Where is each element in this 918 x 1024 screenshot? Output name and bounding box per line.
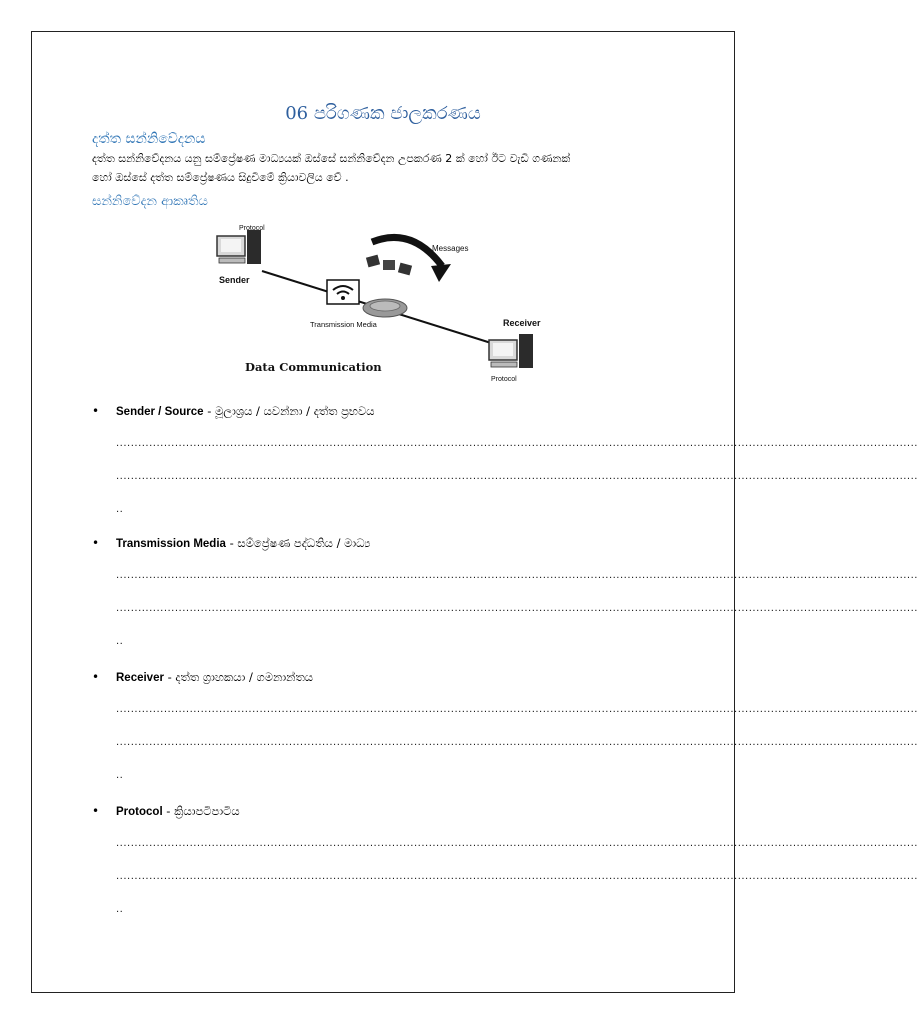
- cable-coil-icon: [363, 299, 407, 317]
- answer-line[interactable]: ..........................................................................................................................................................................................................................: [116, 570, 918, 581]
- data-communication-diagram: [207, 216, 561, 396]
- item-title: [116, 536, 370, 551]
- item-term: Protocol: [116, 806, 163, 818]
- answer-line[interactable]: ..........................................................................................................................................................................................................................: [116, 603, 918, 614]
- list-item-receiver: [92, 670, 918, 790]
- bullet: •: [92, 404, 100, 418]
- item-term: Receiver: [116, 672, 164, 684]
- answer-line[interactable]: ..........................................................................................................................................................................................................................: [116, 471, 918, 482]
- definition-paragraph: [92, 149, 692, 187]
- answer-line[interactable]: ..........................................................................................................................................................................................................................: [116, 438, 918, 449]
- list-item-transmission-media: [92, 536, 918, 656]
- item-term: Transmission Media: [116, 538, 226, 550]
- messages-label: Messages: [432, 244, 469, 253]
- answer-line[interactable]: ..........................................................................................................................................................................................................................: [116, 871, 918, 882]
- protocol-label-bottom: Protocol: [491, 376, 517, 383]
- item-translation: - දත්ත ග්‍රාහකයා / ගමනාන්තය: [163, 670, 314, 684]
- answer-line-tail: ..: [116, 904, 124, 915]
- item-translation: - මූලාශ්‍රය / යවන්නා / දත්ත ප්‍රභවය: [203, 404, 375, 418]
- section-heading-data-communication: දත්ත සන්නිවේදනය: [92, 131, 206, 147]
- answer-line-tail: ..: [116, 636, 124, 647]
- answer-line[interactable]: ..........................................................................................................................................................................................................................: [116, 838, 918, 849]
- section-heading-communication-model: සන්නිවේදන ආකෘතිය: [92, 194, 208, 209]
- page-title: 06 පරිගණක ජාලකරණය: [285, 103, 481, 124]
- protocol-label-top: Protocol: [239, 225, 265, 232]
- sender-label: Sender: [219, 275, 250, 285]
- receiver-label: Receiver: [503, 318, 541, 328]
- wifi-icon: [327, 280, 359, 304]
- paragraph-line-1: දත්ත සන්නිවේදනය යනු සම්ප්‍රේෂණ මාධ්‍යයක් ඔස්සේ සන්නිවේදන උපකරණ 2 ක් හෝ ඊට වැඩි ගණනක්: [92, 152, 571, 165]
- item-title: [116, 804, 240, 819]
- bullet: •: [92, 670, 100, 684]
- item-term: Sender / Source: [116, 406, 204, 418]
- answer-line[interactable]: ..........................................................................................................................................................................................................................: [116, 737, 918, 748]
- bullet: •: [92, 536, 100, 550]
- item-translation: - සම්ප්‍රේෂණ පද්ධතිය / මාධ්‍ය: [225, 536, 371, 550]
- transmission-media-label: Transmission Media: [310, 320, 377, 329]
- item-translation: - ක්‍රියාපටිපාටිය: [162, 804, 240, 818]
- list-item-protocol: [92, 804, 918, 924]
- answer-line-tail: ..: [116, 770, 124, 781]
- answer-line-tail: ..: [116, 504, 124, 515]
- list-item-sender: [92, 404, 918, 524]
- item-title: [116, 404, 375, 419]
- item-title: [116, 670, 313, 685]
- paragraph-line-2: හෝ ඔස්සේ දත්ත සම්ප්‍රේෂණය සිදුවීමේ ක්‍රියාවලිය වේ .: [92, 171, 349, 184]
- bullet: •: [92, 804, 100, 818]
- answer-line[interactable]: ..........................................................................................................................................................................................................................: [116, 704, 918, 715]
- figure-caption: Data Communication: [245, 360, 382, 374]
